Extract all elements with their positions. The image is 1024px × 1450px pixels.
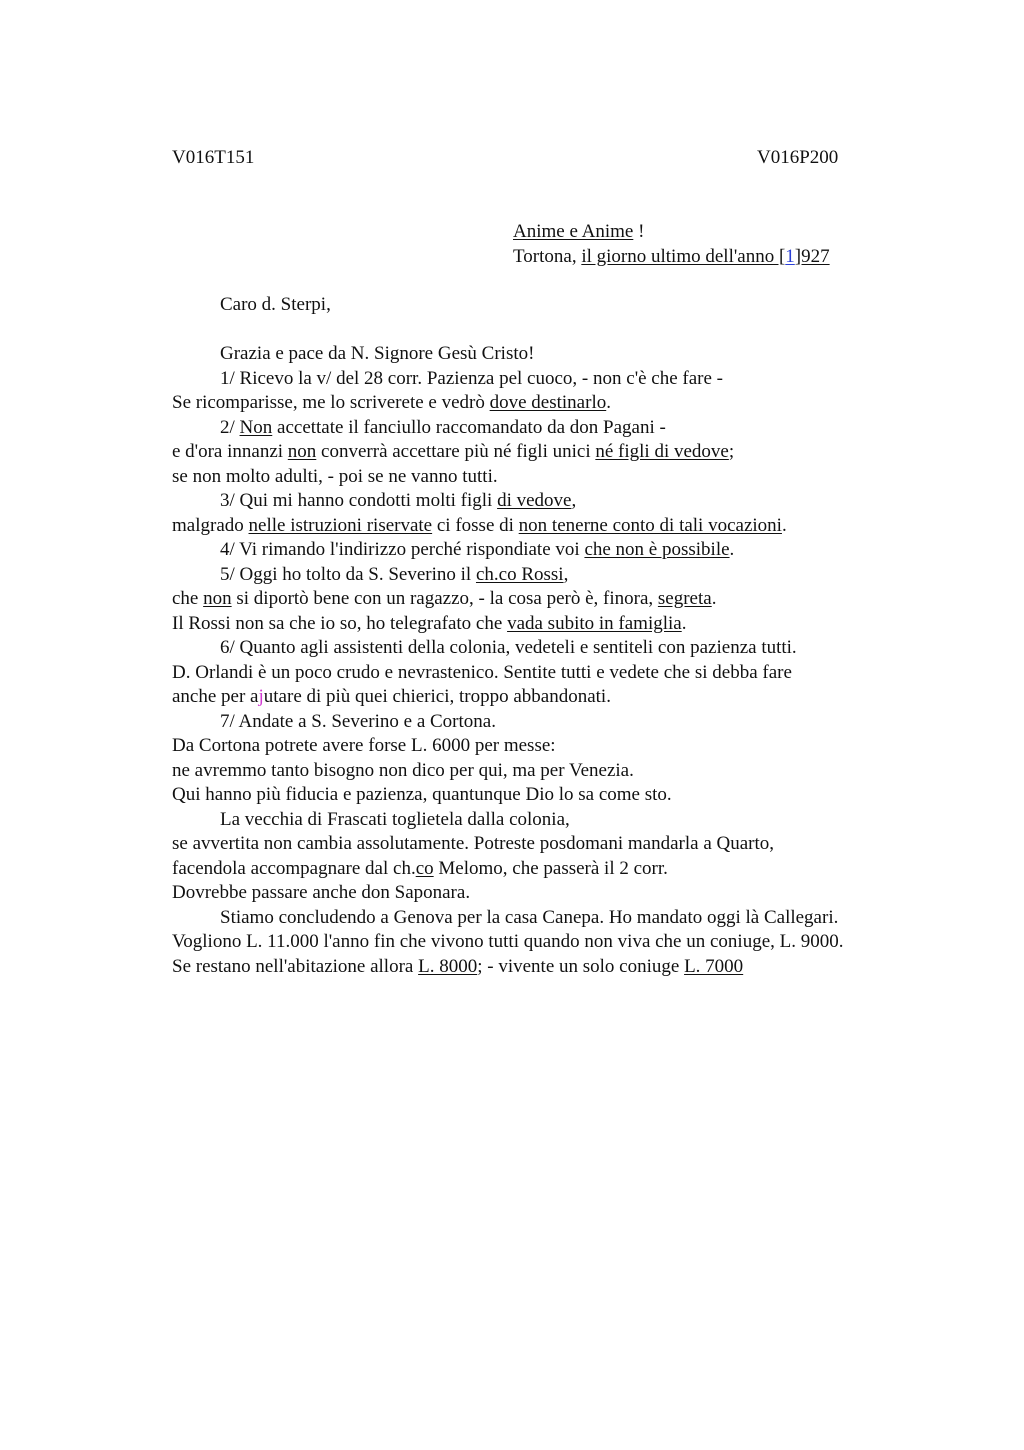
motto-text: Anime e Anime bbox=[513, 221, 634, 242]
text-line: e d'ora innanzi non converrà accettare più né figli unici né figli di vedove; bbox=[172, 441, 735, 462]
text-line: se non molto adulti, - poi se ne vanno tutti. bbox=[172, 465, 498, 487]
text-line: La vecchia di Frascati toglietela dalla colonia, bbox=[220, 808, 570, 830]
text-line: 7/ Andate a S. Severino e a Cortona. bbox=[220, 710, 496, 732]
text-line: Vogliono L. 11.000 l'anno fin che vivono tutti quando non viva che un coniuge, L. 9000. bbox=[172, 931, 844, 952]
text-line: Se restano nell'abitazione allora L. 8000; - vivente un solo coniuge L. 7000 bbox=[172, 955, 744, 977]
text-line: malgrado nelle istruzioni riservate ci fosse di non tenerne conto di tali vocazioni. bbox=[172, 514, 787, 536]
document-code-right: V016P200 bbox=[757, 147, 839, 168]
text-line: che non si diportò bene con un ragazzo, - la cosa però è, finora, segreta. bbox=[172, 588, 717, 609]
greeting: Grazia e pace da N. Signore Gesù Cristo! bbox=[220, 343, 535, 364]
text-line: Il Rossi non sa che io so, ho telegrafato che vada subito in famiglia. bbox=[172, 612, 687, 634]
text-line: facendola accompagnare dal ch.co Melomo, che passerà il 2 corr. bbox=[172, 857, 668, 879]
text-line: Qui hanno più fiducia e pazienza, quantunque Dio lo sa come sto. bbox=[172, 784, 672, 805]
text-line: 2/ Non accettate il fanciullo raccomandato da don Pagani - bbox=[220, 416, 666, 438]
text-line: 5/ Oggi ho tolto da S. Severino il ch.co Rossi, bbox=[220, 563, 569, 585]
text-line: se avvertita non cambia assolutamente. Potreste posdomani mandarla a Quarto, bbox=[172, 833, 775, 854]
dateline bbox=[513, 220, 830, 269]
date-part-1: il giorno ultimo dell'anno [ bbox=[581, 245, 786, 267]
text-line: Dovrebbe passare anche don Saponara. bbox=[172, 882, 471, 903]
text-line: 3/ Qui mi hanno condotti molti figli di vedove, bbox=[220, 490, 577, 511]
text-line: anche per ajutare di più quei chierici, troppo abbandonati. bbox=[172, 686, 611, 707]
text-line: 6/ Quanto agli assistenti della colonia, vedeteli e sentiteli con pazienza tutti. bbox=[220, 637, 797, 658]
motto-end: ! bbox=[633, 221, 645, 242]
date-editorial-digit: 1 bbox=[785, 245, 795, 267]
salutation: Caro d. Sterpi, bbox=[220, 294, 331, 315]
place-date-line bbox=[513, 245, 830, 270]
date-part-2: ]927 bbox=[794, 245, 830, 267]
text-line: ne avremmo tanto bisogno non dico per qui, ma per Venezia. bbox=[172, 759, 634, 781]
letter-body bbox=[172, 293, 932, 979]
text-line: Stiamo concludendo a Genova per la casa Canepa. Ho mandato oggi là Callegari. bbox=[220, 906, 839, 928]
text-line: Da Cortona potrete avere forse L. 6000 per messe: bbox=[172, 735, 556, 756]
text-line: 1/ Ricevo la v/ del 28 corr. Pazienza pel cuoco, - non c'è che fare - bbox=[220, 367, 724, 389]
place: Tortona, bbox=[513, 245, 582, 267]
text-line: Se ricomparisse, me lo scriverete e vedrò dove destinarlo. bbox=[172, 392, 611, 413]
motto-line bbox=[513, 220, 830, 245]
text-line: 4/ Vi rimando l'indirizzo perché rispondiate voi che non è possibile. bbox=[220, 539, 735, 560]
document-code-left: V016T151 bbox=[172, 147, 255, 168]
text-line: D. Orlandi è un poco crudo e nevrastenico. Sentite tutti e vedete che si debba fare bbox=[172, 661, 792, 683]
